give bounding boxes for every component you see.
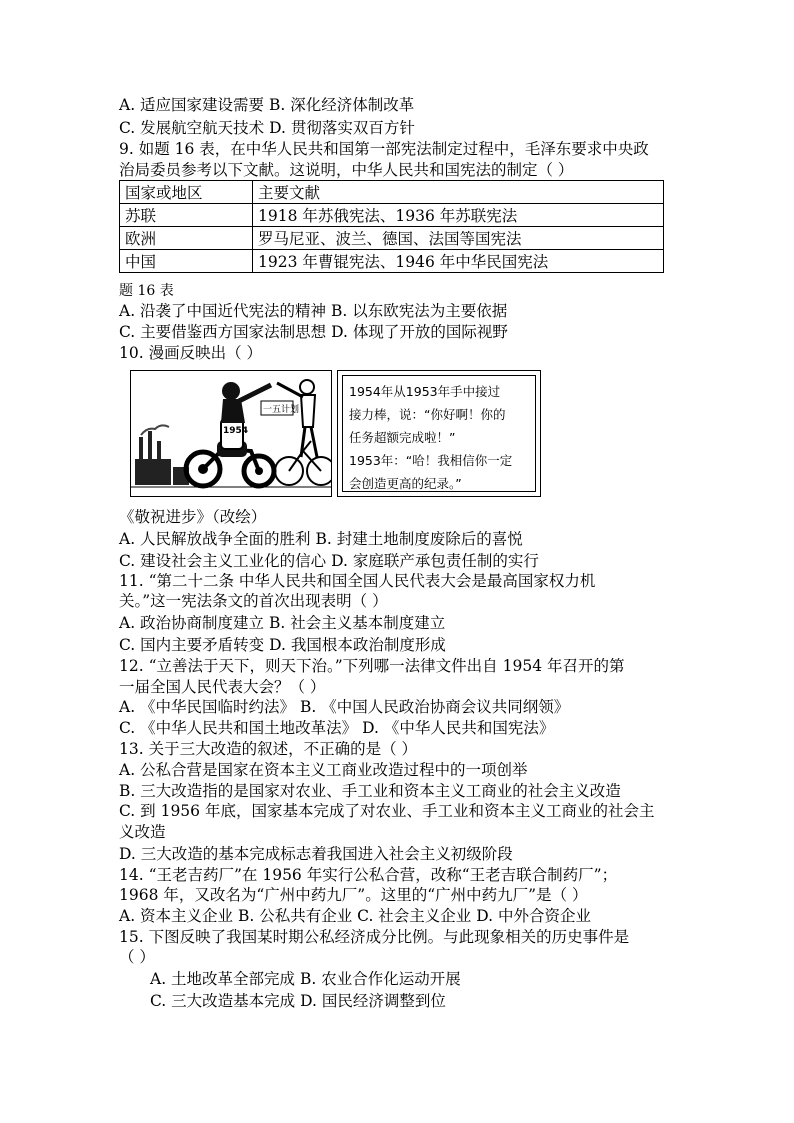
motorcycle-bicycle-illustration [131,371,331,496]
q10-options-ab: A. 人民解放战争全面的胜利 B. 封建土地制度废除后的喜悦 [119,530,523,548]
q9-table-caption: 题 16 表 [119,283,174,299]
q13-option-a: A. 公私合营是国家在资本主义工商业改造过程中的一项创举 [119,761,528,779]
q13-option-b: B. 三大改造指的是国家对农业、手工业和资本主义工商业的社会主义改造 [119,782,621,800]
q11-stem-line1: 11. “第二十二条 中华人民共和国全国人民代表大会是最高国家权力机 [119,572,596,590]
q12-options-ab: A. 《中华民国临时约法》 B. 《中国人民政治协商会议共同纲领》 [119,698,570,716]
cartoon-text-line: 1954年从1953年手中接过 [349,384,501,399]
table-header-row [120,181,664,204]
table-cell: 罗马尼亚、波兰、德国、法国等国宪法 [253,227,664,250]
q12-options-cd: C. 《中华人民共和国土地改革法》 D. 《中华人民共和国宪法》 [119,719,555,737]
q9-stem-line1: 9. 如题 16 表，在中华人民共和国第一部宪法制定过程中，毛泽东要求中央政 [119,140,649,158]
table-row [120,204,664,227]
cartoon-banner-text: 一五计划 [263,405,300,415]
q10-cartoon [130,370,540,497]
q14-stem-line1: 14. “王老吉药厂”在 1956 年实行公私合营，改称“王老吉联合制药厂”； [119,866,618,884]
q15-options-cd: C. 三大改造基本完成 D. 国民经济调整到位 [150,992,446,1010]
q13-stem: 13. 关于三大改造的叙述，不正确的是（ ） [119,740,418,758]
cartoon-text-panel [337,370,541,497]
q9-document-table [119,180,664,273]
q11-options-ab: A. 政治协商制度建立 B. 社会主义基本制度建立 [119,614,446,632]
table-header-cell: 主要文献 [253,181,664,204]
table-cell: 1923 年曹锟宪法、1946 年中华民国宪法 [253,250,664,273]
q13-option-d: D. 三大改造的基本完成标志着我国进入社会主义初级阶段 [119,845,513,863]
q11-options-cd: C. 国内主要矛盾转变 D. 我国根本政治制度形成 [119,636,446,654]
q14-options: A. 资本主义企业 B. 公私共有企业 C. 社会主义企业 D. 中外合资企业 [119,907,591,925]
cartoon-text-line: 1953年：“哈！我相信你一定 [349,453,513,468]
q14-stem-line2: 1968 年，又改名为“广州中药九厂”。这里的“广州中药九厂”是（ ） [119,886,588,904]
q13-option-c-line2: 义改造 [119,823,166,841]
q12-stem-line1: 12. “立善法于天下，则天下治。”下列哪一法律文件出自 1954 年召开的第 [119,657,625,675]
q10-options-cd: C. 建设社会主义工业化的信心 D. 家庭联产承包责任制的实行 [119,552,539,570]
q9-stem-line2: 治局委员参考以下文献。这说明，中华人民共和国宪法的制定（ ） [119,161,574,179]
q13-option-c-line1: C. 到 1956 年底，国家基本完成了对农业、手工业和资本主义工商业的社会主 [119,802,655,820]
cartoon-text-line: 接力棒，说：“你好啊！你的 [349,407,506,422]
q15-stem-line2: （ ） [119,948,155,966]
q8-options-ab: A. 适应国家建设需要 B. 深化经济体制改革 [119,96,415,114]
q9-options-cd: C. 主要借鉴西方国家法制思想 D. 体现了开放的国际视野 [119,323,508,341]
cartoon-text-line: 任务超额完成啦！” [349,430,456,445]
q8-options-cd: C. 发展航空航天技术 D. 贯彻落实双百方针 [119,119,415,137]
cartoon-illustration [130,370,332,497]
q12-stem-line2: 一届全国人民代表大会？（ ） [119,678,326,696]
table-cell: 1918 年苏俄宪法、1936 年苏联宪法 [253,204,664,227]
q10-stem: 10. 漫画反映出（ ） [119,344,263,362]
table-row [120,227,664,250]
table-row [120,250,664,273]
q9-options-ab: A. 沿袭了中国近代宪法的精神 B. 以东欧宪法为主要依据 [119,302,508,320]
q10-cartoon-caption: 《敬祝进步》（改绘） [119,508,267,526]
q15-stem-line1: 15. 下图反映了我国某时期公私经济成分比例。与此现象相关的历史事件是 [119,928,630,946]
table-header-cell: 国家或地区 [120,181,253,204]
table-cell: 中国 [120,250,253,273]
cartoon-text-line: 会创造更高的纪录。” [349,476,462,491]
cartoon-plate-text: 1954 [223,426,249,436]
table-cell: 欧洲 [120,227,253,250]
table-cell: 苏联 [120,204,253,227]
q15-options-ab: A. 土地改革全部完成 B. 农业合作化运动开展 [150,970,461,988]
q11-stem-line2: 关。”这一宪法条文的首次出现表明（ ） [119,592,388,610]
